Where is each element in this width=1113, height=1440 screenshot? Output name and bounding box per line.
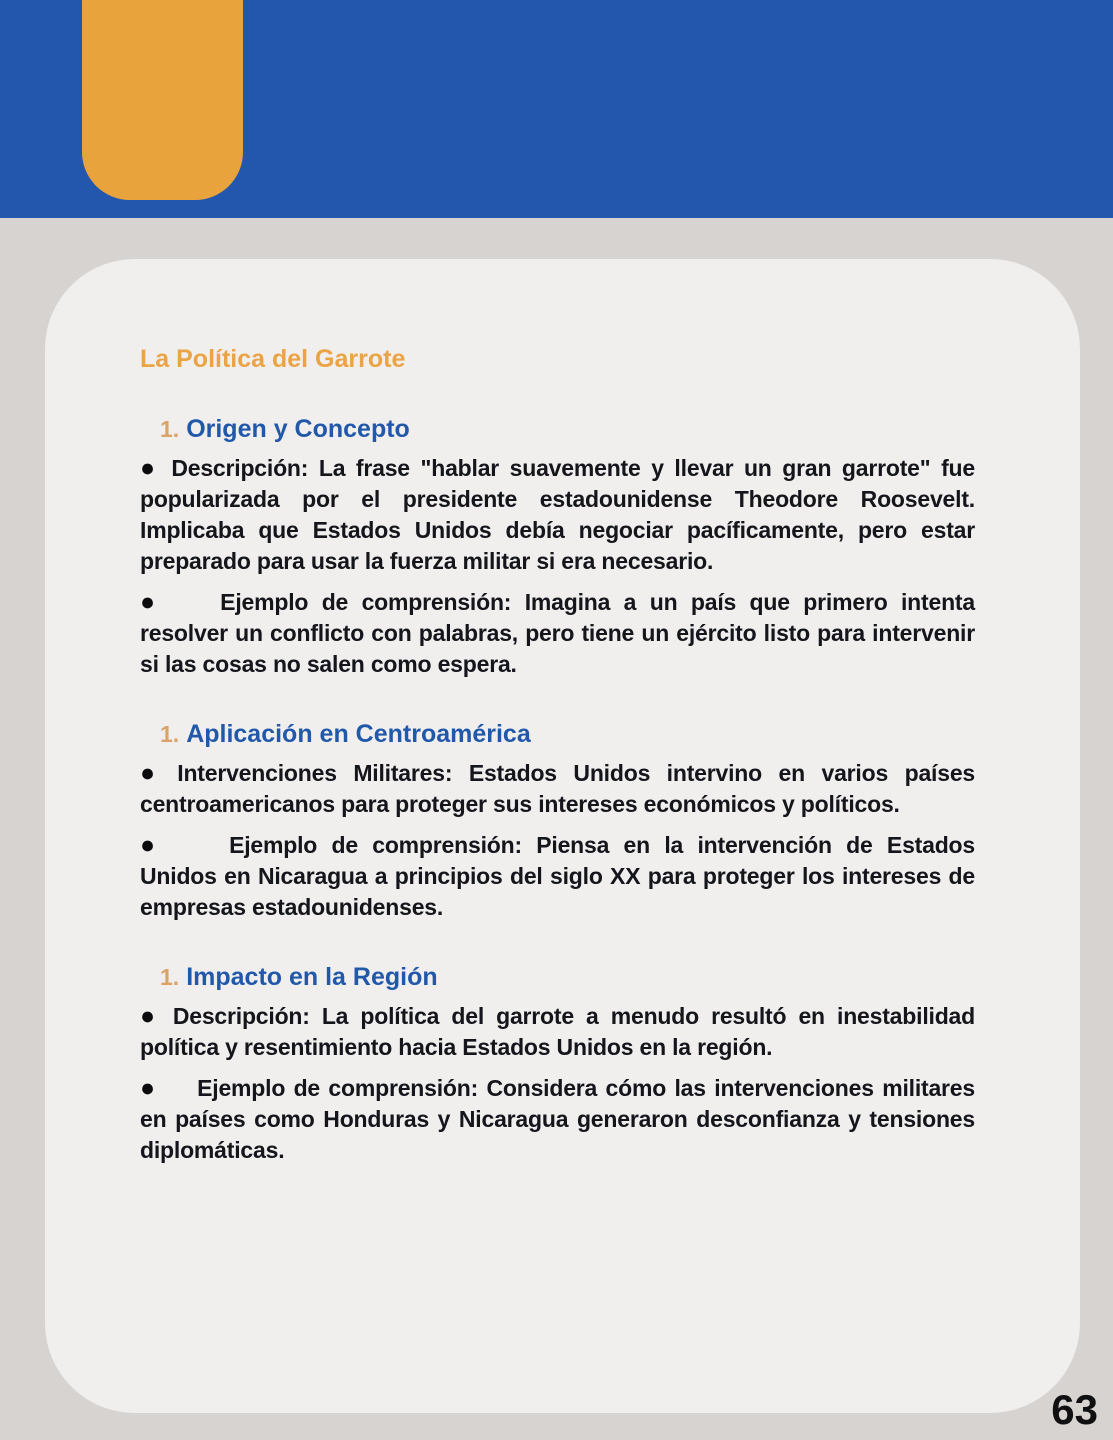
paragraph-text: Ejemplo de comprensión: Imagina a un país que primero intenta resolver un conflicto con palabras, pero tiene un ejército listo para intervenir si las cosas no salen como espera. bbox=[140, 589, 975, 677]
list-number: 1. bbox=[160, 964, 180, 990]
section-heading bbox=[160, 961, 975, 994]
bullet-paragraph bbox=[140, 1073, 975, 1166]
bullet-paragraph bbox=[140, 758, 975, 820]
bullet-icon: ● bbox=[140, 588, 163, 616]
section-origen-y-concepto bbox=[140, 413, 975, 680]
bullet-paragraph bbox=[140, 453, 975, 577]
section-heading-label: Impacto en la Región bbox=[186, 963, 438, 991]
bullet-icon: ● bbox=[140, 1074, 158, 1102]
bullet-icon: ● bbox=[140, 454, 160, 482]
tab-spacer bbox=[169, 1095, 197, 1096]
section-aplicacion-en-centroamerica bbox=[140, 718, 975, 923]
header-band bbox=[0, 0, 1113, 218]
list-number: 1. bbox=[160, 721, 180, 747]
section-heading-label: Aplicación en Centroamérica bbox=[186, 720, 531, 748]
bookmark-tab bbox=[82, 0, 243, 200]
section-impacto-en-la-region bbox=[140, 961, 975, 1166]
content-card bbox=[45, 259, 1080, 1413]
section-heading bbox=[160, 413, 975, 446]
bullet-paragraph bbox=[140, 1001, 975, 1063]
section-heading bbox=[160, 718, 975, 751]
page-number: 63 bbox=[1051, 1386, 1098, 1433]
bullet-icon: ● bbox=[140, 831, 164, 859]
paragraph-text: Intervenciones Militares: Estados Unidos intervino en varios países centroamericanos para proteger sus intereses económicos y políticos. bbox=[140, 760, 976, 817]
section-heading-label: Origen y Concepto bbox=[186, 415, 410, 443]
paragraph-text: Ejemplo de comprensión: Piensa en la intervención de Estados Unidos en Nicaragua a principios del siglo XX para proteger los intereses de empresas estadounidenses. bbox=[140, 832, 975, 920]
bullet-paragraph bbox=[140, 830, 975, 923]
tab-spacer bbox=[174, 609, 220, 610]
bullet-paragraph bbox=[140, 587, 975, 680]
paragraph-text: Descripción: La frase "hablar suavemente y llevar un gran garrote" fue popularizada por el presidente estadounidense Theodore Roosevelt. Implicaba que Estados Unidos debía negociar pacíficamente, pero estar preparado para usar la fuerza militar si era necesario. bbox=[140, 455, 975, 574]
page-title: La Política del Garrote bbox=[140, 345, 406, 373]
bullet-icon: ● bbox=[140, 1002, 161, 1030]
bullet-icon: ● bbox=[140, 759, 166, 787]
paragraph-text: Ejemplo de comprensión: Considera cómo las intervenciones militares en países como Honduras y Nicaragua generaron desconfianza y tensiones diplomáticas. bbox=[140, 1075, 975, 1163]
tab-spacer bbox=[175, 852, 229, 853]
list-number: 1. bbox=[160, 416, 180, 442]
paragraph-text: Descripción: La política del garrote a menudo resultó en inestabilidad política y resentimiento hacia Estados Unidos en la región. bbox=[140, 1003, 975, 1060]
